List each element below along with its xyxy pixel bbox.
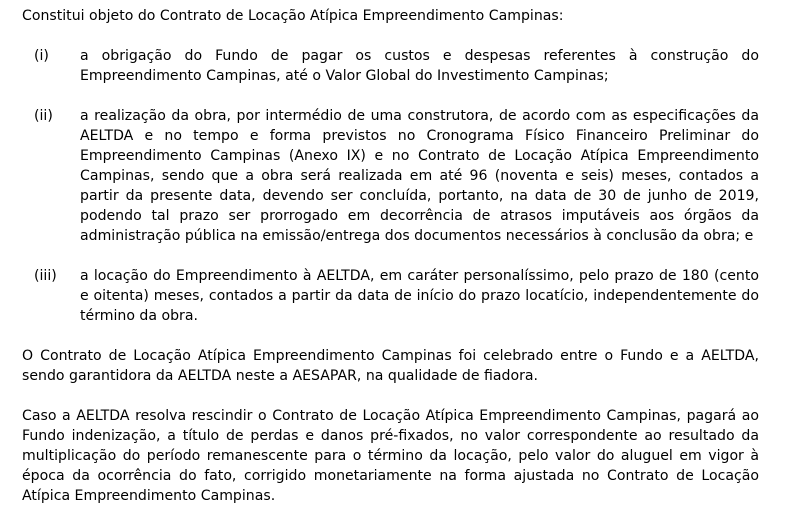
list-item	[22, 46, 759, 86]
list-item-text: a obrigação do Fundo de pagar os custos e despesas referentes à construção do Empreendimento Campinas, até o Valor Global do Investimento Campinas;	[80, 48, 759, 84]
list-item-number: (i)	[34, 48, 49, 64]
body-paragraph: Caso a AELTDA resolva rescindir o Contrato de Locação Atípica Empreendimento Campinas, pagará ao Fundo indenização, a título de perdas e danos pré-fixados, no valor correspondente ao resultado da multiplicação do período remanescente para o término da locação, pelo valor do aluguel em vigor à época da ocorrência do fato, corrigido monetariamente na forma ajustada no Contrato de Locação Atípica Empreendimento Campinas.	[22, 408, 759, 504]
document-page	[22, 6, 759, 506]
list-item-text: a locação do Empreendimento à AELTDA, em caráter personalíssimo, pelo prazo de 180 (cento e oitenta) meses, contados a partir da data de início do prazo locatício, independentemente do término da obra.	[80, 268, 759, 324]
body-paragraph: O Contrato de Locação Atípica Empreendimento Campinas foi celebrado entre o Fundo e a AELTDA, sendo garantidora da AELTDA neste a AESAPAR, na qualidade de fiadora.	[22, 348, 759, 384]
intro-paragraph: Constitui objeto do Contrato de Locação Atípica Empreendimento Campinas:	[22, 8, 564, 24]
list-item-text: a realização da obra, por intermédio de uma construtora, de acordo com as especificações da AELTDA e no tempo e forma previstos no Cronograma Físico Financeiro Preliminar do Empreendimento Campinas (Anexo IX) e no Contrato de Locação Atípica Empreendimento Campinas, sendo que a obra será realizada em até 96 (noventa e seis) meses, contados a partir da presente data, devendo ser concluída, portanto, na data de 30 de junho de 2019, podendo tal prazo ser prorrogado em decorrência de atrasos imputáveis aos órgãos da administração pública na emissão/entrega dos documentos necessários à conclusão da obra; e	[80, 108, 759, 244]
list-item-number: (ii)	[34, 108, 53, 124]
list-item	[22, 106, 759, 246]
list-item-number: (iii)	[34, 268, 57, 284]
list-item	[22, 266, 759, 326]
